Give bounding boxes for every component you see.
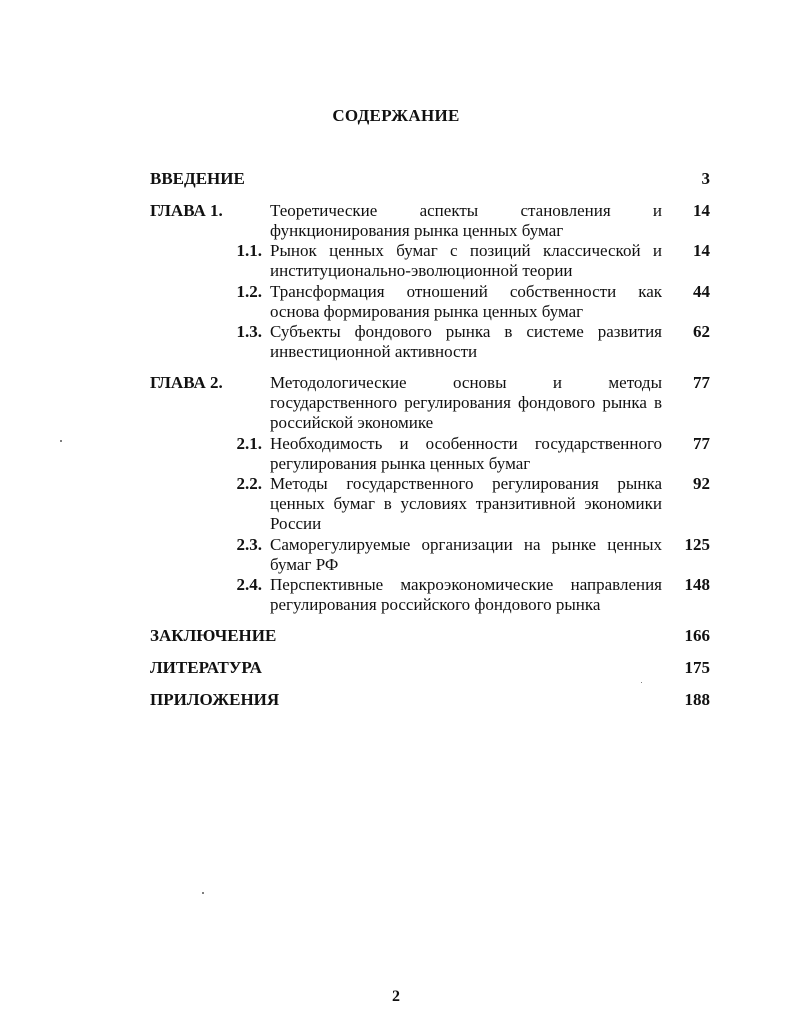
toc-entry-text: Необходимость и особенности государственного регулирования рынка ценных бумаг bbox=[270, 434, 662, 473]
toc-entry-page: 148 bbox=[684, 575, 710, 594]
toc-entry-label: ГЛАВА 2. bbox=[150, 373, 223, 392]
toc-entry-label: ПРИЛОЖЕНИЯ bbox=[150, 690, 280, 709]
scan-speck bbox=[60, 440, 62, 442]
toc-entry-label: 1.2. bbox=[236, 282, 262, 301]
toc-entry-page: 77 bbox=[693, 434, 710, 453]
toc-entry-text: Теоретические аспекты становления и функционирования рынка ценных бумаг bbox=[270, 201, 662, 240]
toc-entry-page: 92 bbox=[693, 474, 710, 493]
toc-entry-page: 3 bbox=[701, 169, 710, 188]
toc-entry-label: 1.1. bbox=[236, 241, 262, 260]
toc-entry-page: 77 bbox=[693, 373, 710, 392]
toc-entry-text: Саморегулируемые организации на рынке ценных бумаг РФ bbox=[270, 535, 662, 574]
toc-entry-page: 166 bbox=[684, 626, 710, 645]
scan-speck bbox=[202, 892, 204, 894]
toc-entry-page: 14 bbox=[693, 201, 710, 220]
toc-entry-page: 62 bbox=[693, 322, 710, 341]
toc-entry-text: Перспективные макроэкономические направления регулирования российского фондового рынка bbox=[270, 575, 662, 614]
toc-entry-page: 188 bbox=[684, 690, 710, 709]
toc-entry-label: ЛИТЕРАТУРА bbox=[150, 658, 262, 677]
scan-speck bbox=[641, 682, 642, 683]
toc-entry-text: Методы государственного регулирования рынка ценных бумаг в условиях транзитивной экономики России bbox=[270, 474, 662, 533]
toc-entry-label: 2.2. bbox=[236, 474, 262, 493]
toc-entry-label: 1.3. bbox=[236, 322, 262, 341]
toc-entry-text: Рынок ценных бумаг с позиций классической и институционально-эволюционной теории bbox=[270, 241, 662, 280]
toc-entry-page: 44 bbox=[693, 282, 710, 301]
footer-page-number: 2 bbox=[392, 988, 400, 1005]
toc-entry-page: 14 bbox=[693, 241, 710, 260]
toc-entry-text: Субъекты фондового рынка в системе развития инвестиционной активности bbox=[270, 322, 662, 361]
toc-entry-label: 2.1. bbox=[236, 434, 262, 453]
toc-entry-label: ВВЕДЕНИЕ bbox=[150, 169, 245, 188]
toc-entry-text: Трансформация отношений собственности как основа формирования рынка ценных бумаг bbox=[270, 282, 662, 321]
page-title: СОДЕРЖАНИЕ bbox=[332, 106, 460, 125]
toc-entry-text: Методологические основы и методы государственного регулирования фондового рынка в российской экономике bbox=[270, 373, 662, 432]
toc-entry-label: 2.4. bbox=[236, 575, 262, 594]
toc-entry-label: ЗАКЛЮЧЕНИЕ bbox=[150, 626, 277, 645]
toc-entry-label: ГЛАВА 1. bbox=[150, 201, 223, 220]
toc-entry-page: 175 bbox=[684, 658, 710, 677]
toc-entry-label: 2.3. bbox=[236, 535, 262, 554]
toc-entry-page: 125 bbox=[684, 535, 710, 554]
